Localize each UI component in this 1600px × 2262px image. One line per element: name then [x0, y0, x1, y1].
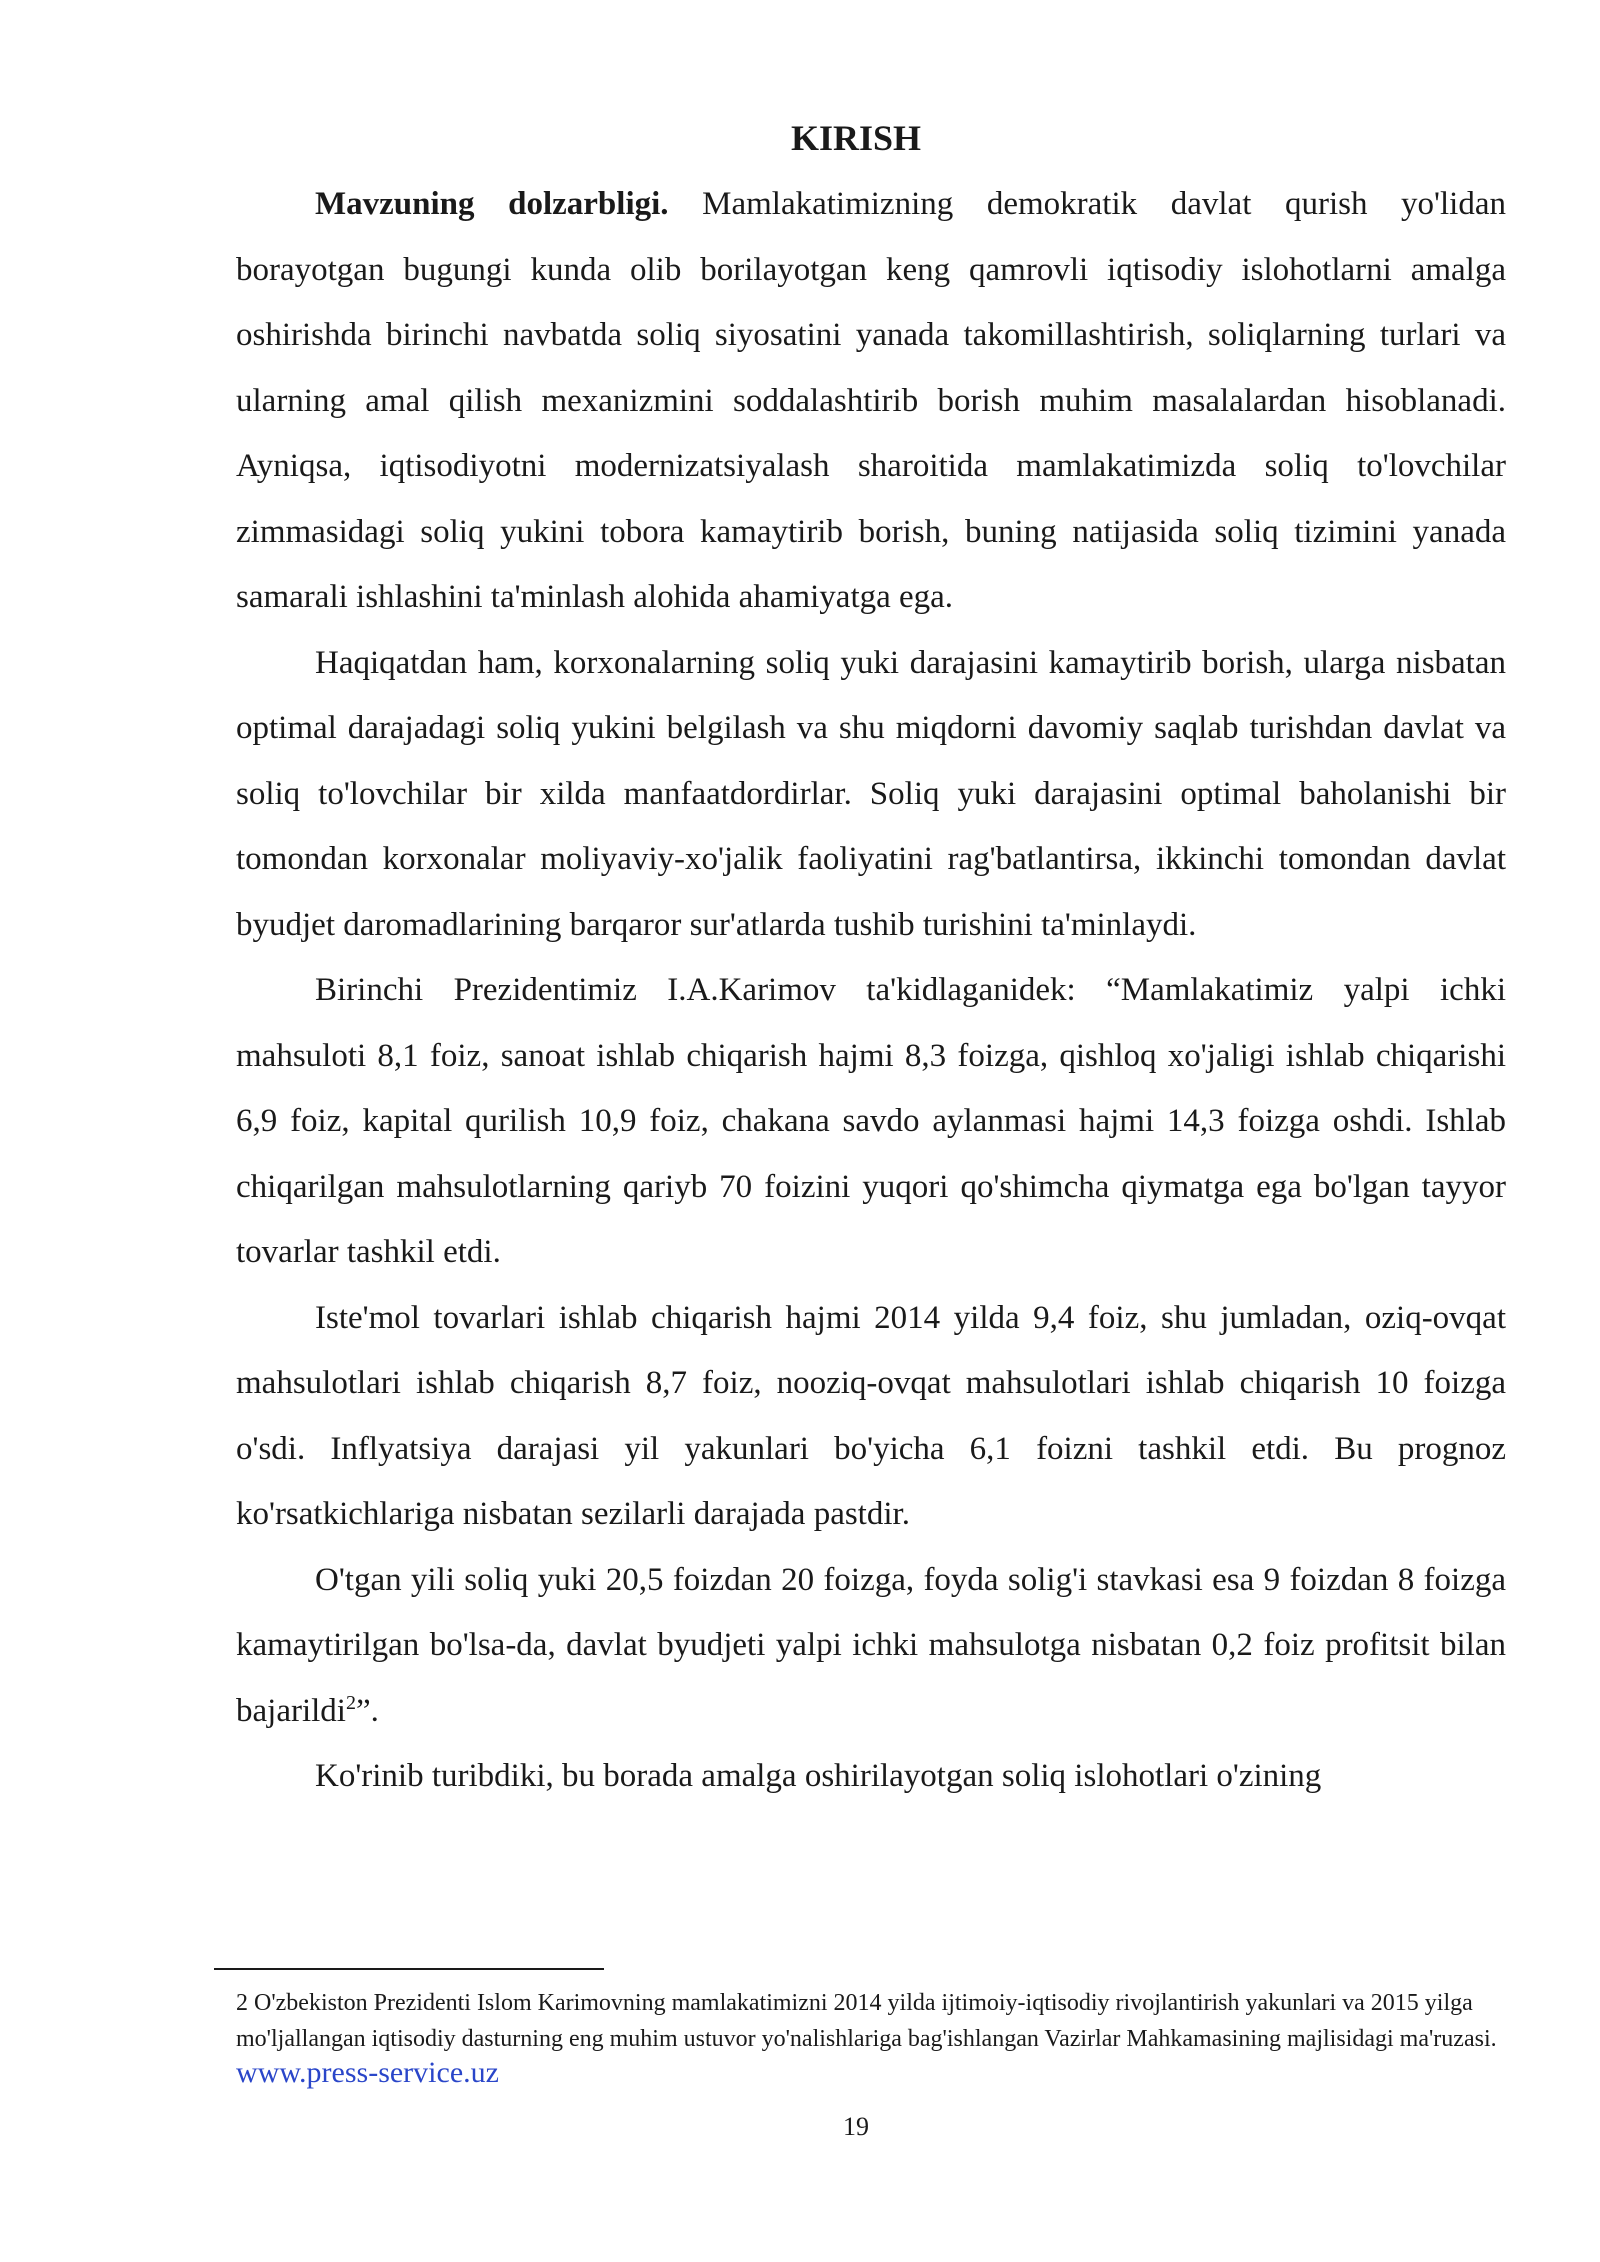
body-text [236, 172, 1506, 1810]
paragraph-president-quote: Birinchi Prezidentimiz I.A.Karimov ta'kidlaganidek: “Mamlakatimiz yalpi ichki mahsuloti 8,1 foiz, sanoat ishlab chiqarish hajmi 8,3 foizga, qishloq xo'jaligi ishlab chiqarishi 6,9 foiz, kapital qurilish 10,9 foiz, chakana savdo aylanmasi hajmi 14,3 foizga oshdi. Ishlab chiqarilgan mahsulotlarning qariyb 70 foizini yuqori qo'shimcha qiymatga ega bo'lgan tayyor tovarlar tashkil etdi. [236, 972, 1506, 1270]
paragraph-text: O'tgan yili soliq yuki 20,5 foizdan 20 foizga, foyda solig'i stavkasi esa 9 foizdan 8 foizga kamaytirilgan bo'lsa-da, davlat byudjeti yalpi ichki mahsulotga nisbatan 0,2 foiz profitsit bilan bajarildi [236, 1561, 1506, 1729]
paragraph-relevance [236, 172, 1506, 631]
paragraph-lead: Mavzuning dolzarbligi. [315, 186, 669, 222]
paragraph-tax-reduction [236, 1548, 1506, 1745]
footnote-marker: 2 [345, 1691, 356, 1714]
paragraph-consumer-goods: Iste'mol tovarlari ishlab chiqarish hajmi 2014 yilda 9,4 foiz, shu jumladan, oziq-ovqat mahsulotlari ishlab chiqarish 8,7 foiz, nooziq-ovqat mahsulotlari ishlab chiqarish 10 foizga o'sdi. Inflyatsiya darajasi yil yakunlari bo'yicha 6,1 foizni tashkil etdi. Bu prognoz ko'rsatkichlariga nisbatan sezilarli darajada pastdir. [236, 1299, 1506, 1532]
footnote [236, 1987, 1516, 2092]
footnote-divider [214, 1968, 604, 1970]
section-heading: KIRISH [790, 118, 922, 158]
paragraph-text: Mamlakatimizning demokratik davlat qurish yo'lidan borayotgan bugungi kunda olib borilayotgan keng qamrovli iqtisodiy islohotlarni amalga oshirishda birinchi navbatda soliq siyosatini yanada takomillashtirish, soliqlarning turlari va ularning amal qilish mexanizmini soddalashtirib borish muhim masalalardan hisoblanadi. Ayniqsa, iqtisodiyotni modernizatsiyalash sharoitida mamlakatimizda soliq to'lovchilar zimmasidagi soliq yukini tobora kamaytirib borish, buning natijasida soliq tizimini yanada samarali ishlashini ta'minlash alohida ahamiyatga ega. [236, 186, 1506, 615]
page-number: 19 [843, 2112, 869, 2141]
paragraph-tax-burden: Haqiqatdan ham, korxonalarning soliq yuki darajasini kamaytirib borish, ularga nisbatan optimal darajadagi soliq yukini belgilash va shu miqdorni davomiy saqlab turishdan davlat va soliq to'lovchilar bir xilda manfaatdordirlar. Soliq yuki darajasini optimal baholanishi bir tomondan korxonalar moliyaviy-xo'jalik faoliyatini rag'batlantirsa, ikkinchi tomondan davlat byudjet daromadlarining barqaror sur'atlarda tushib turishini ta'minlaydi. [236, 644, 1506, 943]
footnote-link[interactable]: www.press-service.uz [236, 2056, 499, 2089]
footnote-text: 2 O'zbekiston Prezidenti Islom Karimovning mamlakatimizni 2014 yilda ijtimoiy-iqtisodiy rivojlantirish yakunlari va 2015 yilga mo'ljallangan iqtisodiy dasturning eng muhim ustuvor yo'nalishlariga bag'ishlangan Vazirlar Mahkamasining majlisidagi ma'ruzasi. [236, 1990, 1497, 2052]
quote-close: ”. [355, 1692, 379, 1729]
paragraph-conclusion: Ko'rinib turibdiki, bu borada amalga oshirilayotgan soliq islohotlari o'zining [315, 1758, 1322, 1794]
